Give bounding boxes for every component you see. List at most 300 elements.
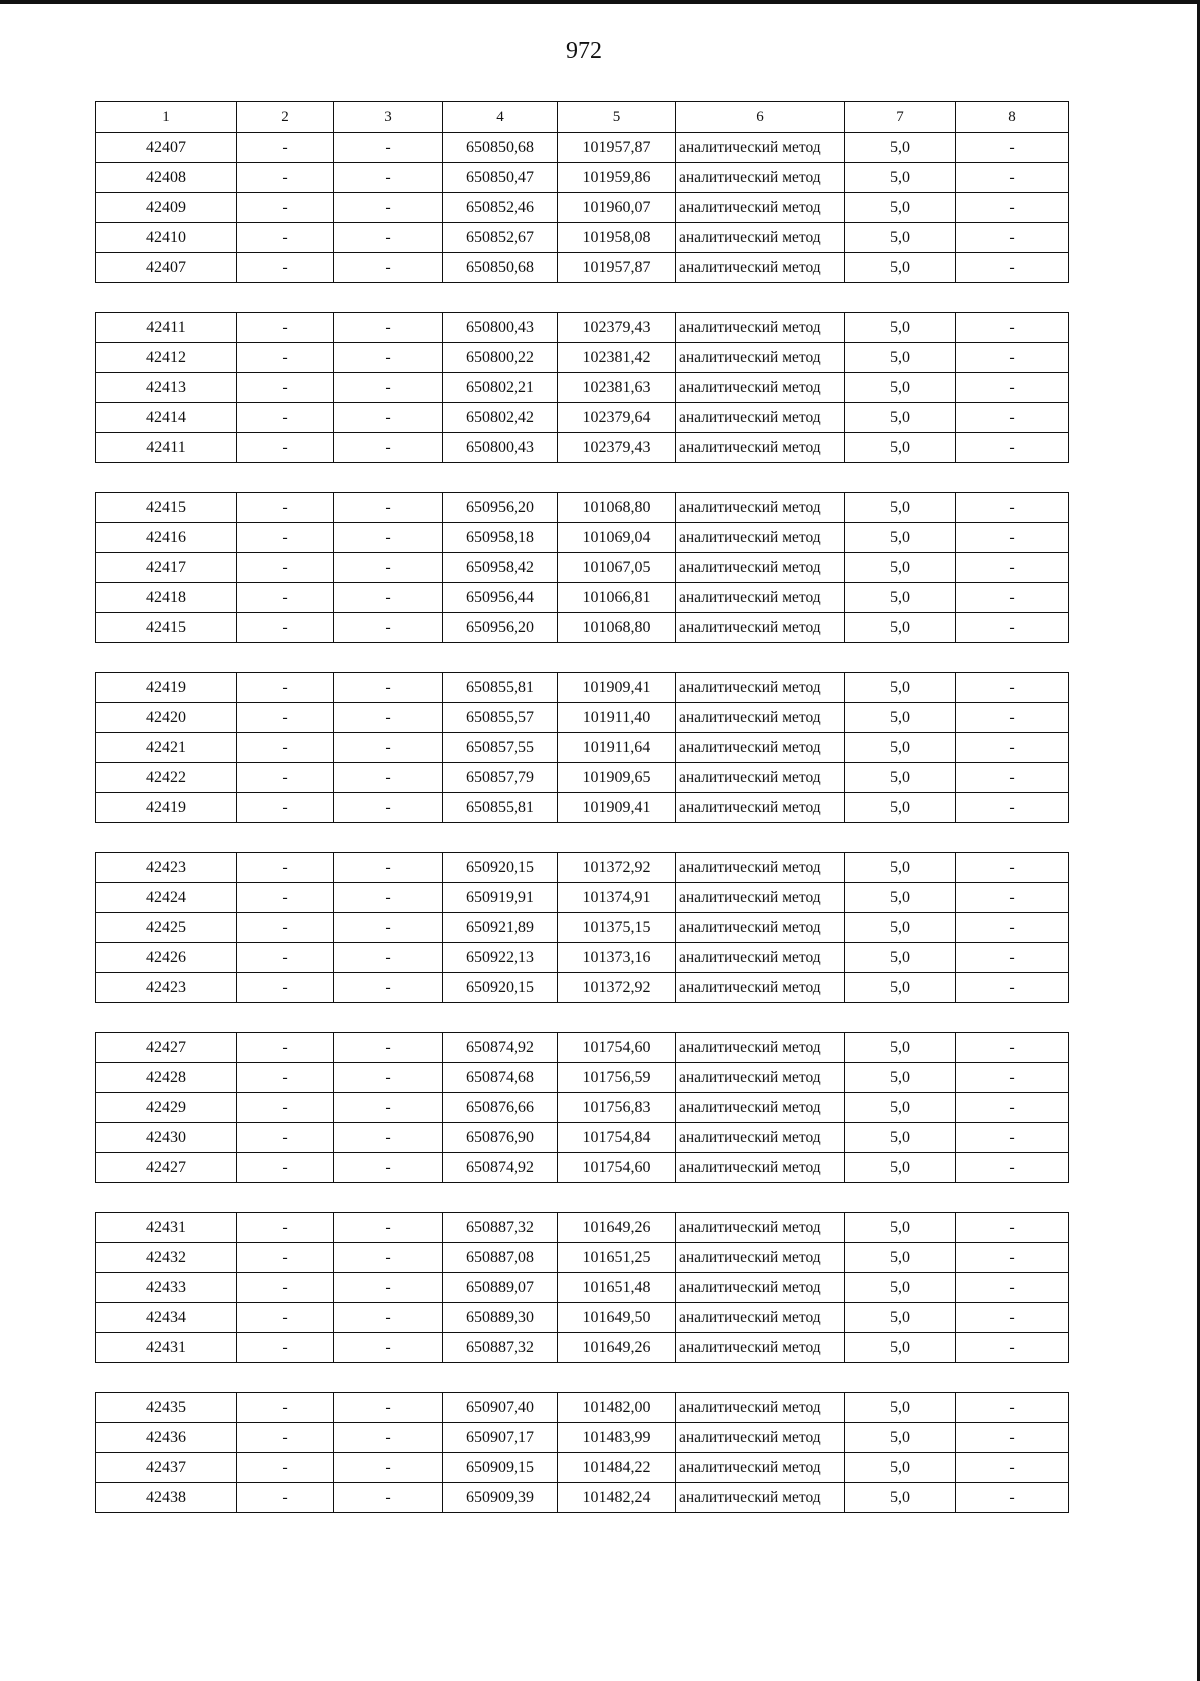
col8-cell: - xyxy=(956,1453,1069,1483)
method-cell: аналитический метод xyxy=(676,223,845,253)
coordinates-table-body xyxy=(96,133,1069,1513)
col3-cell: - xyxy=(334,943,443,973)
x-coordinate-cell: 650850,68 xyxy=(443,133,558,163)
col8-cell: - xyxy=(956,133,1069,163)
method-cell: аналитический метод xyxy=(676,883,845,913)
col2-cell: - xyxy=(237,733,334,763)
x-coordinate-cell: 650800,43 xyxy=(443,313,558,343)
point-number-cell: 42413 xyxy=(96,373,237,403)
point-number-cell: 42420 xyxy=(96,703,237,733)
col2-cell: - xyxy=(237,793,334,823)
x-coordinate-cell: 650855,81 xyxy=(443,793,558,823)
col2-cell: - xyxy=(237,763,334,793)
table-row xyxy=(96,1093,1069,1123)
separator-cell xyxy=(96,643,1069,673)
col8-cell: - xyxy=(956,493,1069,523)
table-row xyxy=(96,1333,1069,1363)
group-separator xyxy=(96,283,1069,313)
table-row xyxy=(96,193,1069,223)
method-cell: аналитический метод xyxy=(676,1423,845,1453)
y-coordinate-cell: 101754,60 xyxy=(558,1153,676,1183)
separator-cell xyxy=(96,1363,1069,1393)
col2-cell: - xyxy=(237,943,334,973)
point-number-cell: 42412 xyxy=(96,343,237,373)
y-coordinate-cell: 101483,99 xyxy=(558,1423,676,1453)
table-row xyxy=(96,1273,1069,1303)
accuracy-cell: 5,0 xyxy=(845,1273,956,1303)
col3-cell: - xyxy=(334,313,443,343)
table-row xyxy=(96,493,1069,523)
method-cell: аналитический метод xyxy=(676,553,845,583)
method-cell: аналитический метод xyxy=(676,973,845,1003)
col8-cell: - xyxy=(956,973,1069,1003)
table-row xyxy=(96,733,1069,763)
y-coordinate-cell: 101373,16 xyxy=(558,943,676,973)
x-coordinate-cell: 650909,39 xyxy=(443,1483,558,1513)
group-separator xyxy=(96,1183,1069,1213)
col2-cell: - xyxy=(237,1333,334,1363)
x-coordinate-cell: 650920,15 xyxy=(443,853,558,883)
method-cell: аналитический метод xyxy=(676,403,845,433)
col2-cell: - xyxy=(237,493,334,523)
col2-cell: - xyxy=(237,1423,334,1453)
col8-cell: - xyxy=(956,163,1069,193)
accuracy-cell: 5,0 xyxy=(845,1393,956,1423)
col3-cell: - xyxy=(334,913,443,943)
table-row xyxy=(96,613,1069,643)
col8-cell: - xyxy=(956,733,1069,763)
table-row xyxy=(96,1423,1069,1453)
accuracy-cell: 5,0 xyxy=(845,943,956,973)
col2-cell: - xyxy=(237,313,334,343)
x-coordinate-cell: 650958,42 xyxy=(443,553,558,583)
col3-cell: - xyxy=(334,343,443,373)
y-coordinate-cell: 101957,87 xyxy=(558,253,676,283)
col2-cell: - xyxy=(237,1453,334,1483)
y-coordinate-cell: 101068,80 xyxy=(558,493,676,523)
table-row xyxy=(96,853,1069,883)
accuracy-cell: 5,0 xyxy=(845,1243,956,1273)
group-separator xyxy=(96,463,1069,493)
col2-cell: - xyxy=(237,853,334,883)
accuracy-cell: 5,0 xyxy=(845,523,956,553)
accuracy-cell: 5,0 xyxy=(845,253,956,283)
method-cell: аналитический метод xyxy=(676,1273,845,1303)
accuracy-cell: 5,0 xyxy=(845,583,956,613)
y-coordinate-cell: 101754,60 xyxy=(558,1033,676,1063)
col2-cell: - xyxy=(237,1243,334,1273)
table-row xyxy=(96,343,1069,373)
method-cell: аналитический метод xyxy=(676,1033,845,1063)
x-coordinate-cell: 650802,42 xyxy=(443,403,558,433)
accuracy-cell: 5,0 xyxy=(845,373,956,403)
accuracy-cell: 5,0 xyxy=(845,433,956,463)
point-number-cell: 42429 xyxy=(96,1093,237,1123)
point-number-cell: 42421 xyxy=(96,733,237,763)
x-coordinate-cell: 650857,55 xyxy=(443,733,558,763)
column-header: 7 xyxy=(845,102,956,133)
y-coordinate-cell: 102379,43 xyxy=(558,433,676,463)
accuracy-cell: 5,0 xyxy=(845,703,956,733)
col8-cell: - xyxy=(956,1423,1069,1453)
method-cell: аналитический метод xyxy=(676,253,845,283)
method-cell: аналитический метод xyxy=(676,1153,845,1183)
y-coordinate-cell: 101754,84 xyxy=(558,1123,676,1153)
separator-cell xyxy=(96,1183,1069,1213)
point-number-cell: 42422 xyxy=(96,763,237,793)
method-cell: аналитический метод xyxy=(676,1453,845,1483)
accuracy-cell: 5,0 xyxy=(845,1033,956,1063)
method-cell: аналитический метод xyxy=(676,733,845,763)
x-coordinate-cell: 650800,22 xyxy=(443,343,558,373)
method-cell: аналитический метод xyxy=(676,493,845,523)
col3-cell: - xyxy=(334,763,443,793)
col8-cell: - xyxy=(956,1153,1069,1183)
accuracy-cell: 5,0 xyxy=(845,133,956,163)
column-header: 8 xyxy=(956,102,1069,133)
y-coordinate-cell: 101959,86 xyxy=(558,163,676,193)
col8-cell: - xyxy=(956,1033,1069,1063)
point-number-cell: 42423 xyxy=(96,973,237,1003)
x-coordinate-cell: 650909,15 xyxy=(443,1453,558,1483)
col2-cell: - xyxy=(237,403,334,433)
coordinates-table-wrapper xyxy=(95,101,1068,1513)
table-row xyxy=(96,1483,1069,1513)
col3-cell: - xyxy=(334,433,443,463)
col8-cell: - xyxy=(956,373,1069,403)
accuracy-cell: 5,0 xyxy=(845,1153,956,1183)
y-coordinate-cell: 101756,59 xyxy=(558,1063,676,1093)
x-coordinate-cell: 650874,92 xyxy=(443,1153,558,1183)
column-header: 5 xyxy=(558,102,676,133)
table-row xyxy=(96,313,1069,343)
table-row xyxy=(96,1153,1069,1183)
method-cell: аналитический метод xyxy=(676,1333,845,1363)
point-number-cell: 42431 xyxy=(96,1213,237,1243)
scan-border-top xyxy=(0,0,1200,4)
separator-cell xyxy=(96,283,1069,313)
table-row xyxy=(96,703,1069,733)
col2-cell: - xyxy=(237,913,334,943)
col3-cell: - xyxy=(334,973,443,1003)
table-row xyxy=(96,523,1069,553)
col8-cell: - xyxy=(956,343,1069,373)
x-coordinate-cell: 650857,79 xyxy=(443,763,558,793)
x-coordinate-cell: 650920,15 xyxy=(443,973,558,1003)
col3-cell: - xyxy=(334,1213,443,1243)
y-coordinate-cell: 101909,41 xyxy=(558,793,676,823)
col2-cell: - xyxy=(237,973,334,1003)
col3-cell: - xyxy=(334,1423,443,1453)
y-coordinate-cell: 102381,63 xyxy=(558,373,676,403)
y-coordinate-cell: 101069,04 xyxy=(558,523,676,553)
x-coordinate-cell: 650874,68 xyxy=(443,1063,558,1093)
method-cell: аналитический метод xyxy=(676,313,845,343)
table-row xyxy=(96,673,1069,703)
table-row xyxy=(96,163,1069,193)
x-coordinate-cell: 650919,91 xyxy=(443,883,558,913)
col3-cell: - xyxy=(334,1453,443,1483)
accuracy-cell: 5,0 xyxy=(845,1093,956,1123)
accuracy-cell: 5,0 xyxy=(845,163,956,193)
table-row xyxy=(96,763,1069,793)
x-coordinate-cell: 650922,13 xyxy=(443,943,558,973)
col3-cell: - xyxy=(334,1153,443,1183)
col2-cell: - xyxy=(237,1213,334,1243)
method-cell: аналитический метод xyxy=(676,193,845,223)
col8-cell: - xyxy=(956,223,1069,253)
col8-cell: - xyxy=(956,1483,1069,1513)
point-number-cell: 42419 xyxy=(96,793,237,823)
y-coordinate-cell: 101958,08 xyxy=(558,223,676,253)
point-number-cell: 42426 xyxy=(96,943,237,973)
col8-cell: - xyxy=(956,913,1069,943)
column-number-header-row xyxy=(96,102,1069,133)
accuracy-cell: 5,0 xyxy=(845,913,956,943)
point-number-cell: 42415 xyxy=(96,613,237,643)
col2-cell: - xyxy=(237,373,334,403)
col8-cell: - xyxy=(956,433,1069,463)
col2-cell: - xyxy=(237,193,334,223)
point-number-cell: 42416 xyxy=(96,523,237,553)
col8-cell: - xyxy=(956,1243,1069,1273)
x-coordinate-cell: 650802,21 xyxy=(443,373,558,403)
point-number-cell: 42430 xyxy=(96,1123,237,1153)
separator-cell xyxy=(96,1003,1069,1033)
y-coordinate-cell: 101960,07 xyxy=(558,193,676,223)
table-row xyxy=(96,1033,1069,1063)
x-coordinate-cell: 650956,44 xyxy=(443,583,558,613)
col2-cell: - xyxy=(237,343,334,373)
point-number-cell: 42423 xyxy=(96,853,237,883)
method-cell: аналитический метод xyxy=(676,913,845,943)
accuracy-cell: 5,0 xyxy=(845,1483,956,1513)
y-coordinate-cell: 102379,64 xyxy=(558,403,676,433)
table-row xyxy=(96,553,1069,583)
col2-cell: - xyxy=(237,433,334,463)
col2-cell: - xyxy=(237,613,334,643)
point-number-cell: 42410 xyxy=(96,223,237,253)
col3-cell: - xyxy=(334,673,443,703)
col3-cell: - xyxy=(334,1303,443,1333)
table-row xyxy=(96,943,1069,973)
col8-cell: - xyxy=(956,613,1069,643)
x-coordinate-cell: 650876,90 xyxy=(443,1123,558,1153)
point-number-cell: 42434 xyxy=(96,1303,237,1333)
group-separator xyxy=(96,643,1069,673)
method-cell: аналитический метод xyxy=(676,583,845,613)
col2-cell: - xyxy=(237,1033,334,1063)
accuracy-cell: 5,0 xyxy=(845,493,956,523)
col3-cell: - xyxy=(334,1483,443,1513)
col8-cell: - xyxy=(956,403,1069,433)
accuracy-cell: 5,0 xyxy=(845,403,956,433)
method-cell: аналитический метод xyxy=(676,613,845,643)
col3-cell: - xyxy=(334,1123,443,1153)
col8-cell: - xyxy=(956,523,1069,553)
y-coordinate-cell: 101068,80 xyxy=(558,613,676,643)
y-coordinate-cell: 101375,15 xyxy=(558,913,676,943)
x-coordinate-cell: 650850,47 xyxy=(443,163,558,193)
point-number-cell: 42433 xyxy=(96,1273,237,1303)
point-number-cell: 42411 xyxy=(96,433,237,463)
accuracy-cell: 5,0 xyxy=(845,973,956,1003)
table-row xyxy=(96,883,1069,913)
table-row xyxy=(96,373,1069,403)
col2-cell: - xyxy=(237,673,334,703)
y-coordinate-cell: 101372,92 xyxy=(558,973,676,1003)
accuracy-cell: 5,0 xyxy=(845,733,956,763)
x-coordinate-cell: 650956,20 xyxy=(443,493,558,523)
y-coordinate-cell: 101909,41 xyxy=(558,673,676,703)
table-row xyxy=(96,1063,1069,1093)
method-cell: аналитический метод xyxy=(676,1393,845,1423)
col8-cell: - xyxy=(956,703,1069,733)
x-coordinate-cell: 650855,57 xyxy=(443,703,558,733)
col8-cell: - xyxy=(956,313,1069,343)
col2-cell: - xyxy=(237,163,334,193)
table-row xyxy=(96,403,1069,433)
col8-cell: - xyxy=(956,1393,1069,1423)
table-row xyxy=(96,1243,1069,1273)
col2-cell: - xyxy=(237,223,334,253)
method-cell: аналитический метод xyxy=(676,943,845,973)
col3-cell: - xyxy=(334,703,443,733)
y-coordinate-cell: 101067,05 xyxy=(558,553,676,583)
separator-cell xyxy=(96,463,1069,493)
y-coordinate-cell: 102379,43 xyxy=(558,313,676,343)
x-coordinate-cell: 650889,30 xyxy=(443,1303,558,1333)
accuracy-cell: 5,0 xyxy=(845,553,956,583)
col3-cell: - xyxy=(334,553,443,583)
accuracy-cell: 5,0 xyxy=(845,1063,956,1093)
y-coordinate-cell: 101372,92 xyxy=(558,853,676,883)
table-row xyxy=(96,1213,1069,1243)
y-coordinate-cell: 101651,25 xyxy=(558,1243,676,1273)
col2-cell: - xyxy=(237,553,334,583)
col8-cell: - xyxy=(956,1273,1069,1303)
col3-cell: - xyxy=(334,193,443,223)
col3-cell: - xyxy=(334,403,443,433)
accuracy-cell: 5,0 xyxy=(845,223,956,253)
x-coordinate-cell: 650887,08 xyxy=(443,1243,558,1273)
method-cell: аналитический метод xyxy=(676,133,845,163)
table-row xyxy=(96,973,1069,1003)
x-coordinate-cell: 650958,18 xyxy=(443,523,558,553)
col8-cell: - xyxy=(956,853,1069,883)
x-coordinate-cell: 650852,67 xyxy=(443,223,558,253)
table-row xyxy=(96,1393,1069,1423)
accuracy-cell: 5,0 xyxy=(845,853,956,883)
point-number-cell: 42408 xyxy=(96,163,237,193)
y-coordinate-cell: 101066,81 xyxy=(558,583,676,613)
method-cell: аналитический метод xyxy=(676,853,845,883)
method-cell: аналитический метод xyxy=(676,373,845,403)
y-coordinate-cell: 101482,24 xyxy=(558,1483,676,1513)
accuracy-cell: 5,0 xyxy=(845,193,956,223)
x-coordinate-cell: 650852,46 xyxy=(443,193,558,223)
table-row xyxy=(96,583,1069,613)
point-number-cell: 42415 xyxy=(96,493,237,523)
column-header: 4 xyxy=(443,102,558,133)
x-coordinate-cell: 650907,40 xyxy=(443,1393,558,1423)
y-coordinate-cell: 101911,40 xyxy=(558,703,676,733)
y-coordinate-cell: 101374,91 xyxy=(558,883,676,913)
col3-cell: - xyxy=(334,613,443,643)
col2-cell: - xyxy=(237,1483,334,1513)
y-coordinate-cell: 101484,22 xyxy=(558,1453,676,1483)
point-number-cell: 42438 xyxy=(96,1483,237,1513)
point-number-cell: 42417 xyxy=(96,553,237,583)
x-coordinate-cell: 650850,68 xyxy=(443,253,558,283)
accuracy-cell: 5,0 xyxy=(845,313,956,343)
col2-cell: - xyxy=(237,583,334,613)
accuracy-cell: 5,0 xyxy=(845,673,956,703)
point-number-cell: 42427 xyxy=(96,1033,237,1063)
point-number-cell: 42411 xyxy=(96,313,237,343)
y-coordinate-cell: 101756,83 xyxy=(558,1093,676,1123)
col8-cell: - xyxy=(956,1303,1069,1333)
point-number-cell: 42409 xyxy=(96,193,237,223)
coordinates-table xyxy=(95,101,1069,1513)
col3-cell: - xyxy=(334,853,443,883)
col3-cell: - xyxy=(334,583,443,613)
x-coordinate-cell: 650800,43 xyxy=(443,433,558,463)
method-cell: аналитический метод xyxy=(676,433,845,463)
group-separator xyxy=(96,1363,1069,1393)
col8-cell: - xyxy=(956,673,1069,703)
col3-cell: - xyxy=(334,493,443,523)
col8-cell: - xyxy=(956,1093,1069,1123)
x-coordinate-cell: 650921,89 xyxy=(443,913,558,943)
y-coordinate-cell: 101957,87 xyxy=(558,133,676,163)
col8-cell: - xyxy=(956,943,1069,973)
point-number-cell: 42432 xyxy=(96,1243,237,1273)
x-coordinate-cell: 650855,81 xyxy=(443,673,558,703)
col2-cell: - xyxy=(237,1063,334,1093)
col2-cell: - xyxy=(237,1303,334,1333)
table-row xyxy=(96,913,1069,943)
table-row xyxy=(96,1123,1069,1153)
accuracy-cell: 5,0 xyxy=(845,1213,956,1243)
col3-cell: - xyxy=(334,1033,443,1063)
accuracy-cell: 5,0 xyxy=(845,1423,956,1453)
accuracy-cell: 5,0 xyxy=(845,883,956,913)
col2-cell: - xyxy=(237,883,334,913)
x-coordinate-cell: 650876,66 xyxy=(443,1093,558,1123)
y-coordinate-cell: 101651,48 xyxy=(558,1273,676,1303)
column-header: 6 xyxy=(676,102,845,133)
col8-cell: - xyxy=(956,1063,1069,1093)
col2-cell: - xyxy=(237,1393,334,1423)
table-row xyxy=(96,1453,1069,1483)
accuracy-cell: 5,0 xyxy=(845,1303,956,1333)
method-cell: аналитический метод xyxy=(676,763,845,793)
column-header: 2 xyxy=(237,102,334,133)
col8-cell: - xyxy=(956,763,1069,793)
point-number-cell: 42414 xyxy=(96,403,237,433)
col3-cell: - xyxy=(334,1243,443,1273)
col8-cell: - xyxy=(956,1333,1069,1363)
column-header: 3 xyxy=(334,102,443,133)
point-number-cell: 42431 xyxy=(96,1333,237,1363)
table-row xyxy=(96,793,1069,823)
table-row xyxy=(96,433,1069,463)
col2-cell: - xyxy=(237,133,334,163)
y-coordinate-cell: 102381,42 xyxy=(558,343,676,373)
point-number-cell: 42427 xyxy=(96,1153,237,1183)
y-coordinate-cell: 101909,65 xyxy=(558,763,676,793)
